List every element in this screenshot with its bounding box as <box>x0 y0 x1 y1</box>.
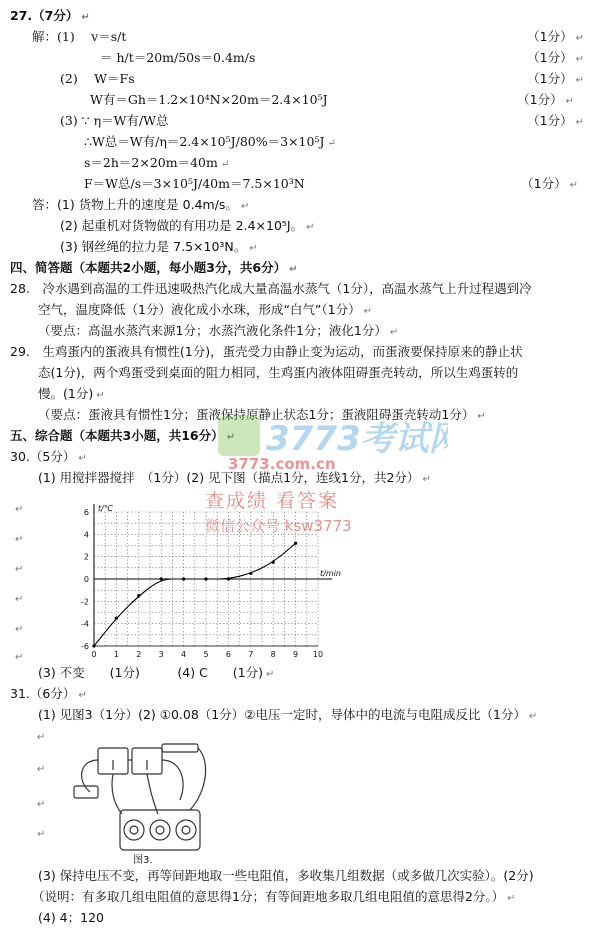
watermark-site: 3773.com.cn <box>228 455 336 473</box>
margin-arrow: ↵ <box>37 764 46 775</box>
circuit-figure <box>70 740 220 858</box>
q27-heading: 27.（7分） ↵ <box>10 8 90 23</box>
margin-arrow: ↵ <box>15 624 24 635</box>
q31-part-3: (3) 保持电压不变，再等间距地取一些电阻值，多收集几组数据（或多做几次实验）。(2分) <box>38 868 534 883</box>
y-axis-title: t/℃ <box>98 504 113 513</box>
figure-caption: 图3. <box>133 855 153 866</box>
x-tick-label: 10 <box>312 650 324 659</box>
q29-line-2: 态(1分)，两个鸡蛋受到桌面的阻力相同，生鸡蛋内液体阻碍蛋壳转动，所以生鸡蛋转的 <box>38 365 519 380</box>
q27-line-f: F＝W总/s＝3×10⁵J/40m＝7.5×10³N <box>84 176 305 191</box>
data-point <box>115 616 118 619</box>
x-tick-label: 2 <box>136 650 142 659</box>
data-point <box>92 644 95 647</box>
watermark-cta: 查成绩 看答案 <box>205 490 340 512</box>
margin-arrow: ↵ <box>15 504 24 515</box>
margin-arrow: ↵ <box>37 829 46 840</box>
y-tick-label: -4 <box>81 619 89 629</box>
q29-line-3: 慢。(1分) ↵ <box>38 386 105 401</box>
y-tick-label: -2 <box>81 597 89 607</box>
y-tick-label: 0 <box>83 575 89 584</box>
q27-line-w-total: ∴W总＝W有/η＝2.4×10⁵J/80%＝3×10⁵J ↵ <box>84 134 336 149</box>
x-tick-label: 7 <box>248 650 254 659</box>
q27-line-w: (2) W＝Fs <box>60 71 135 86</box>
q27-answer-3: (3) 钢丝绳的拉力是 7.5×10³N。 ↵ <box>60 239 258 254</box>
temperature-time-chart <box>48 498 348 664</box>
watermark-logo-text: 3773考试网 <box>266 419 448 459</box>
q30-part-1-2: (1) 用搅拌器搅拌 （1分）(2) 见下图（描点1分，连线1分，共2分） ↵ <box>38 470 431 485</box>
y-tick-label: 2 <box>83 552 89 562</box>
q31-part-4: (4) 4；120 <box>38 910 104 925</box>
section-4-title: 四、简答题（本题共2小题，每小题3分，共6分） ↵ <box>10 260 298 275</box>
margin-arrow: ↵ <box>15 564 24 575</box>
y-tick-label: 4 <box>83 530 89 540</box>
data-point <box>204 577 207 580</box>
margin-arrow: ↵ <box>15 534 24 545</box>
margin-arrow: ↵ <box>37 799 46 810</box>
q29-line-1: 29. 生鸡蛋内的蛋液具有惯性(1分)，蛋壳受力由静止变为运动，而蛋液要保持原来的静止状 <box>10 344 523 359</box>
q27-mark-5: （1分） ↵ <box>527 113 584 128</box>
x-axis-title: t/min <box>320 569 341 578</box>
data-point <box>294 542 297 545</box>
q29-note: （要点：蛋液具有惯性1分；蛋液保持原静止状态1分；蛋液阻碍蛋壳转动1分） ↵ <box>38 407 486 422</box>
q27-line-v: 解：(1) v＝s/t <box>32 29 127 44</box>
x-tick-label: 8 <box>270 650 276 659</box>
q31-part-1-2: (1) 见图3（1分）(2) ①0.08（1分）②电压一定时，导体中的电流与电阻成反比（1分） ↵ <box>38 707 538 722</box>
watermark-wechat: 微信公众号 ksw3773 <box>205 517 352 535</box>
chart-svg <box>48 498 348 664</box>
data-point <box>249 572 252 575</box>
q30-part-3-4: (3) 不变 (1分) (4) C (1分) ↵ <box>38 665 275 680</box>
data-point <box>182 577 185 580</box>
q28-line-2: 空气，温度降低（1分）液化成小水珠，形成“白气”（1分） ↵ <box>38 302 372 317</box>
data-point <box>137 594 140 597</box>
x-tick-label: 1 <box>113 650 119 659</box>
y-tick-label: 6 <box>83 508 89 517</box>
section-5-title: 五、综合题（本题共3小题，共16分） ↵ <box>10 428 235 443</box>
x-tick-label: 6 <box>225 650 231 659</box>
x-tick-label: 9 <box>293 650 299 659</box>
margin-arrow: ↵ <box>37 732 46 743</box>
q31-note: （说明：有多取几组电阻值的意思得1分；有等间距地多取几组电阻值的意思得2分。） ↵ <box>32 889 516 904</box>
q27-mark-3: （1分） ↵ <box>527 71 584 86</box>
q27-mark-6: （1分） ↵ <box>521 176 578 191</box>
x-tick-label: 4 <box>181 650 187 659</box>
q27-line-w-useful: W有＝Gh＝1.2×10⁴N×20m＝2.4×10⁵J <box>90 92 328 107</box>
q27-line-eta: (3) ∵ η＝W有/W总 <box>60 113 169 128</box>
margin-arrow: ↵ <box>15 652 24 663</box>
q27-line-s: s＝2h＝2×20m＝40m ↵ <box>84 155 230 170</box>
x-tick-label: 0 <box>91 650 97 659</box>
q30-heading: 30.（5分） ↵ <box>10 449 87 464</box>
data-point <box>160 577 163 580</box>
q27-line-v-calc: ＝ h/t＝20m/50s＝0.4m/s <box>100 50 256 65</box>
circuit-drawing <box>70 740 220 858</box>
y-tick-label: -6 <box>81 642 89 651</box>
x-tick-label: 3 <box>158 650 164 659</box>
q27-mark-1: （1分） ↵ <box>527 29 584 44</box>
q27-answer-2: (2) 起重机对货物做的有用功是 2.4×10⁵J。 ↵ <box>60 218 315 233</box>
data-point <box>227 577 230 580</box>
q27-answer-1: 答：(1) 货物上升的速度是 0.4m/s。 ↵ <box>32 197 250 212</box>
data-point <box>272 561 275 564</box>
q27-mark-2: （1分） ↵ <box>527 50 584 65</box>
q28-line-1: 28. 冷水遇到高温的工件迅速吸热汽化成大量高温水蒸气（1分），高温水蒸气上升过程遇到冷 <box>10 281 532 296</box>
q27-mark-4: （1分） ↵ <box>517 92 574 107</box>
q31-heading: 31.（6分） ↵ <box>10 686 87 701</box>
margin-arrow: ↵ <box>15 594 24 605</box>
x-tick-label: 5 <box>203 650 209 659</box>
q28-note: （要点：高温水蒸汽来源1分；水蒸汽液化条件1分；液化1分） ↵ <box>38 323 399 338</box>
